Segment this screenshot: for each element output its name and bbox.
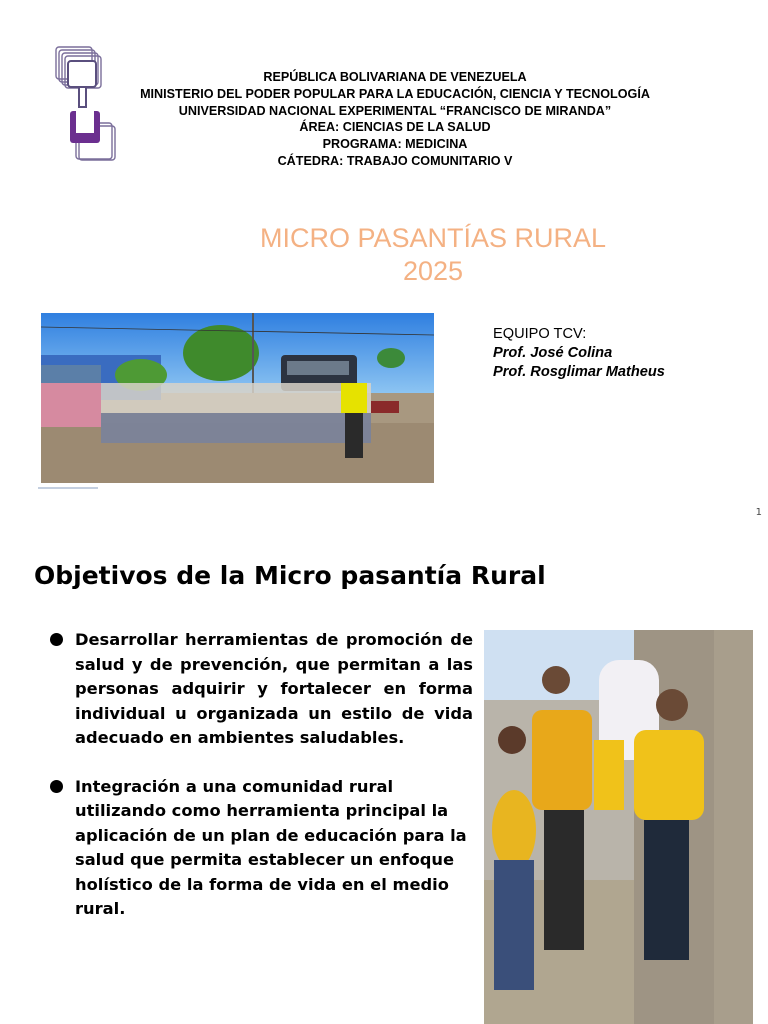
bullet-dot-icon: [50, 633, 63, 646]
list-item: [50, 775, 473, 922]
team-member: Prof. José Colina: [493, 345, 613, 361]
title-line: MICRO PASANTÍAS RURAL: [259, 223, 607, 253]
bullet-text: Desarrollar herramientas de promoción de salud y de prevención, que permitan a las personas adquirir y fortalecer en forma individual u organizada un estilo de vida adecuado en ambientes saludables.: [75, 630, 473, 747]
header-line-university: UNIVERSIDAD NACIONAL EXPERIMENTAL “FRANCISCO DE MIRANDA”: [178, 103, 612, 118]
bullet-text: Integración a una comunidad rural utilizando como herramienta principal la aplicación de un plan de educación para la salud que permita establecer un enfoque holístico de la forma de vida en el medio rural.: [75, 776, 467, 918]
group-photo: [41, 313, 434, 483]
title-year: 2025: [402, 256, 464, 286]
slide-2: [0, 530, 768, 1024]
institution-header: [100, 69, 690, 170]
team-heading: EQUIPO TCV:: [493, 326, 587, 342]
header-line-ministry: MINISTERIO DEL PODER POPULAR PARA LA EDUCACIÓN, CIENCIA Y TECNOLOGÍA: [140, 86, 650, 101]
objectives-title: Objetivos de la Micro pasantía Rural: [34, 561, 546, 590]
photo-caption-line: [38, 487, 98, 489]
objectives-list: [50, 628, 473, 946]
bullet-dot-icon: [50, 780, 63, 793]
students-photo: [484, 630, 753, 1024]
header-line-country: REPÚBLICA BOLIVARIANA DE VENEZUELA: [263, 70, 527, 84]
header-line-program: PROGRAMA: MEDICINA: [322, 137, 468, 152]
header-line-chair: CÁTEDRA: TRABAJO COMUNITARIO V: [277, 153, 513, 168]
slide-number: 1: [755, 507, 762, 518]
team-block: [493, 325, 743, 382]
slide-title: [160, 222, 706, 288]
team-member: Prof. Rosglimar Matheus: [493, 364, 665, 380]
list-item: [50, 628, 473, 751]
header-line-area: ÁREA: CIENCIAS DE LA SALUD: [299, 120, 491, 135]
